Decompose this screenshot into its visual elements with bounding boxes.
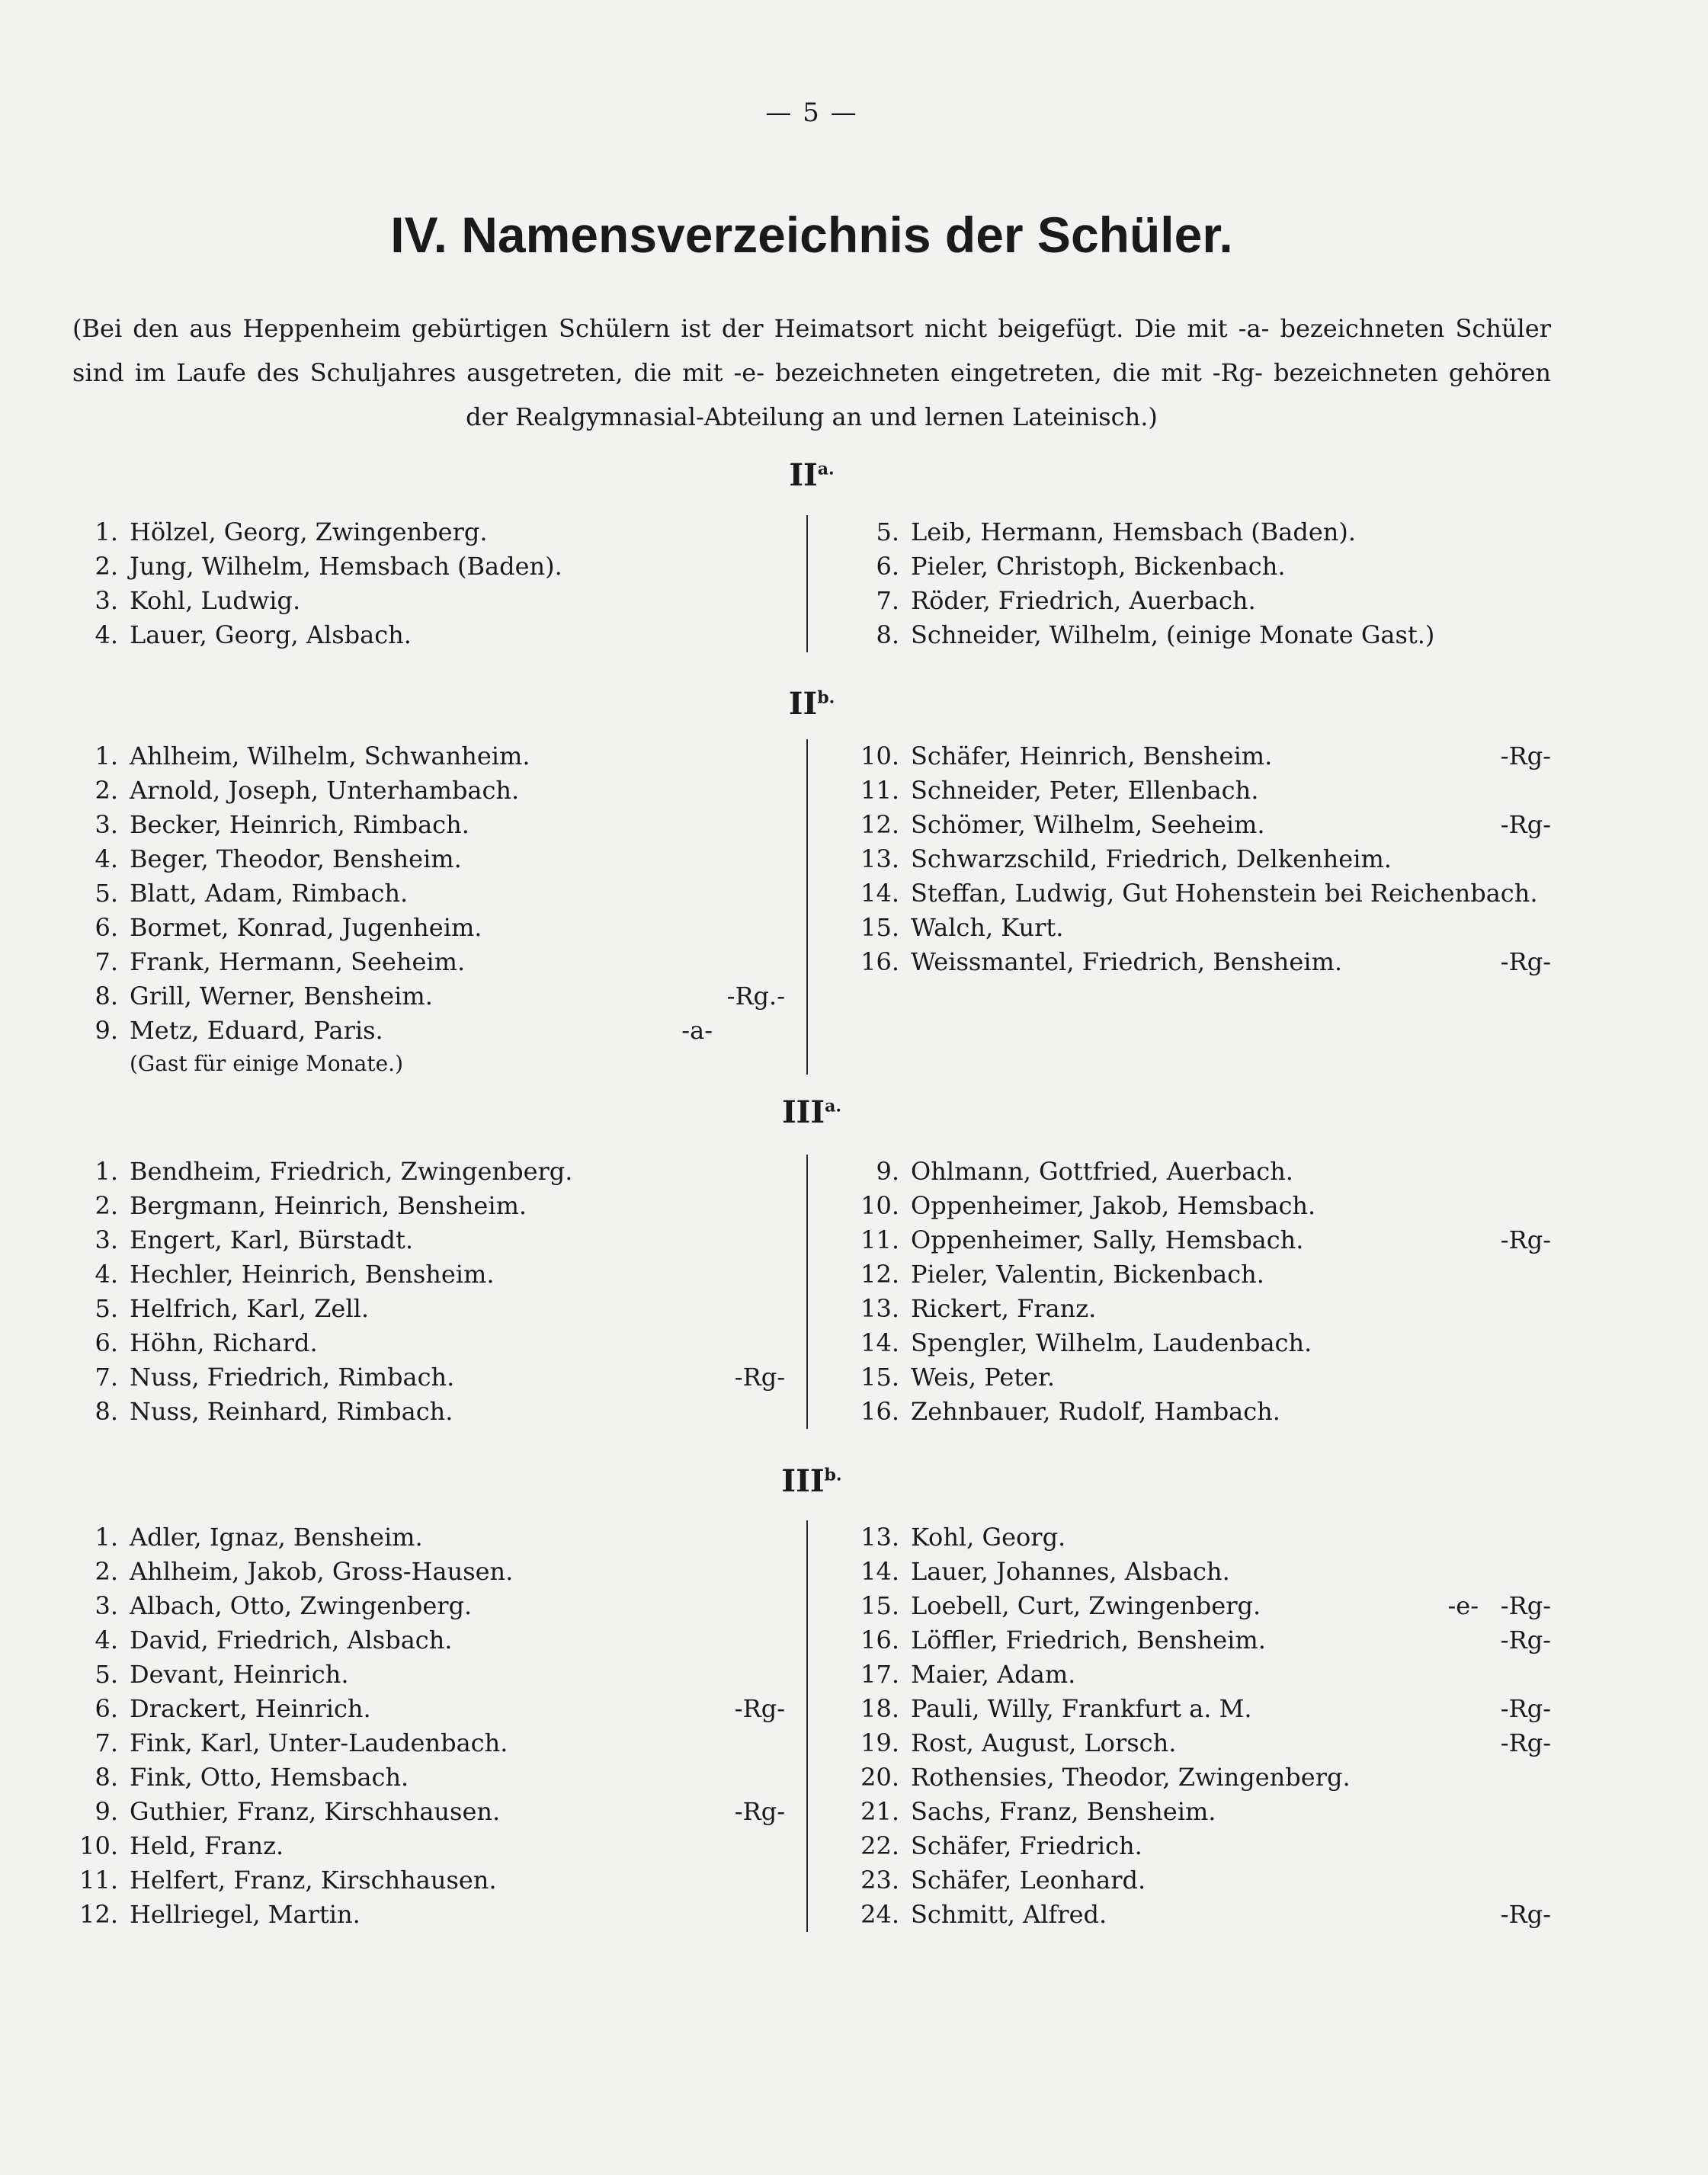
list-item: 9. Metz, Eduard, Paris. -a- (Gast für einige Monate.) bbox=[72, 1014, 785, 1080]
rg-marker: -Rg- bbox=[1500, 810, 1551, 839]
list-item: 9. Ohlmann, Gottfried, Auerbach. bbox=[876, 1157, 1293, 1186]
list-item: 11. Schneider, Peter, Ellenbach. bbox=[860, 776, 1259, 805]
student-list-right bbox=[854, 739, 1551, 979]
rg-marker: -Rg- bbox=[734, 1694, 785, 1723]
list-item: 10. Held, Franz. bbox=[79, 1831, 284, 1860]
list-item: 4. David, Friedrich, Alsbach. bbox=[95, 1626, 453, 1654]
list-item: 6. Drackert, Heinrich. -Rg- bbox=[72, 1692, 785, 1726]
list-item: 7. Frank, Hermann, Seeheim. bbox=[95, 947, 466, 976]
rg-marker: -Rg- bbox=[1500, 1728, 1551, 1757]
list-item: 3. Kohl, Ludwig. bbox=[95, 586, 301, 615]
rg-marker: -Rg.- bbox=[726, 982, 785, 1011]
student-list-left bbox=[72, 515, 785, 652]
section-heading-iiia: $III^{a.}$ bbox=[781, 1094, 842, 1130]
status-marker: -e- bbox=[1447, 1591, 1479, 1620]
list-item: 2. Arnold, Joseph, Unterhambach. bbox=[95, 776, 520, 805]
list-item: 13. Kohl, Georg. bbox=[860, 1523, 1066, 1552]
list-item: 13. Rickert, Franz. bbox=[860, 1294, 1097, 1323]
list-item: 2. Bergmann, Heinrich, Bensheim. bbox=[95, 1191, 527, 1220]
list-item: 16. Zehnbauer, Rudolf, Hambach. bbox=[860, 1397, 1280, 1426]
page-number: — 5 — bbox=[765, 98, 858, 128]
list-item: 8. Grill, Werner, Bensheim. -Rg.- bbox=[72, 979, 785, 1014]
list-item: 6. Pieler, Christoph, Bickenbach. bbox=[876, 552, 1286, 581]
list-item: 15. Loebell, Curt, Zwingenberg. -e- -Rg- bbox=[854, 1589, 1551, 1623]
page-title: IV. Namensverzeichnis der Schüler. bbox=[390, 207, 1233, 263]
list-item: 2. Jung, Wilhelm, Hemsbach (Baden). bbox=[95, 552, 562, 581]
list-item: 11. Oppenheimer, Sally, Hemsbach. -Rg- bbox=[854, 1223, 1551, 1257]
list-item: 20. Rothensies, Theodor, Zwingenberg. bbox=[860, 1763, 1351, 1792]
list-item: 11. Helfert, Franz, Kirschhausen. bbox=[79, 1866, 497, 1895]
list-item: 15. Weis, Peter. bbox=[860, 1363, 1055, 1392]
list-item: 13. Schwarzschild, Friedrich, Delkenheim. bbox=[860, 844, 1392, 873]
list-item: 10. Oppenheimer, Jakob, Hemsbach. bbox=[860, 1191, 1316, 1220]
rg-marker: -Rg- bbox=[1500, 1900, 1551, 1929]
list-item: 14. Lauer, Johannes, Alsbach. bbox=[860, 1557, 1230, 1586]
section-heading-iia: $II^{a.}$ bbox=[789, 457, 835, 493]
list-item: 8. Fink, Otto, Hemsbach. bbox=[95, 1763, 409, 1792]
list-item: 6. Höhn, Richard. bbox=[95, 1328, 318, 1357]
list-item: 4. Beger, Theodor, Bensheim. bbox=[95, 844, 462, 873]
list-item: 16. Löffler, Friedrich, Bensheim. -Rg- bbox=[854, 1623, 1551, 1658]
list-item: 8. Schneider, Wilhelm, (einige Monate Gast.) bbox=[876, 620, 1435, 649]
student-list-right bbox=[854, 1520, 1551, 1932]
student-list-right bbox=[854, 1155, 1551, 1429]
rg-marker: -Rg- bbox=[1500, 947, 1551, 976]
list-item: 9. Guthier, Franz, Kirschhausen. -Rg- bbox=[72, 1795, 785, 1829]
list-item: 3. Albach, Otto, Zwingenberg. bbox=[95, 1591, 473, 1620]
list-item: 4. Lauer, Georg, Alsbach. bbox=[95, 620, 412, 649]
list-item: 2. Ahlheim, Jakob, Gross-Hausen. bbox=[95, 1557, 514, 1586]
list-item: 21. Sachs, Franz, Bensheim. bbox=[860, 1797, 1216, 1826]
student-list-left bbox=[72, 739, 785, 1080]
list-item: 14. Spengler, Wilhelm, Laudenbach. bbox=[860, 1328, 1312, 1357]
list-item: 10. Schäfer, Heinrich, Bensheim. -Rg- bbox=[854, 739, 1551, 774]
list-item: 12. Pieler, Valentin, Bickenbach. bbox=[860, 1260, 1264, 1289]
list-item: 16. Weissmantel, Friedrich, Bensheim. -Rg- bbox=[854, 945, 1551, 979]
list-item: 17. Maier, Adam. bbox=[860, 1660, 1076, 1689]
list-item: 19. Rost, August, Lorsch. -Rg- bbox=[854, 1726, 1551, 1760]
list-item: 5. Helfrich, Karl, Zell. bbox=[95, 1294, 369, 1323]
rg-marker: -Rg- bbox=[734, 1797, 785, 1826]
list-item: 5. Leib, Hermann, Hemsbach (Baden). bbox=[876, 517, 1357, 546]
column-divider bbox=[806, 1520, 808, 1932]
list-item: 23. Schäfer, Leonhard. bbox=[860, 1866, 1146, 1895]
rg-marker: -Rg- bbox=[1500, 1591, 1551, 1620]
intro-paragraph: (Bei den aus Heppenheim gebürtigen Schülern ist der Heimatsort nicht beigefügt. Die mit -a- bezeichneten Schüler sind im Laufe des Schuljahres ausgetreten, die mit -e- bezeichneten eingetreten, die mit -Rg- bezeichneten gehören der Realgymnasial-Abteilung an und lernen Lateinisch.) bbox=[72, 314, 1551, 431]
student-list-left bbox=[72, 1520, 785, 1932]
list-item: 1. Bendheim, Friedrich, Zwingenberg. bbox=[95, 1157, 573, 1186]
list-item: 12. Schömer, Wilhelm, Seeheim. -Rg- bbox=[854, 808, 1551, 842]
list-item: 22. Schäfer, Friedrich. bbox=[860, 1831, 1142, 1860]
status-marker: -a- bbox=[681, 1016, 713, 1045]
list-item: 15. Walch, Kurt. bbox=[860, 913, 1064, 942]
student-list-left bbox=[72, 1155, 785, 1429]
rg-marker: -Rg- bbox=[1500, 1694, 1551, 1723]
list-item: 1. Adler, Ignaz, Bensheim. bbox=[95, 1523, 423, 1552]
rg-marker: -Rg- bbox=[1500, 1225, 1551, 1254]
column-divider bbox=[806, 1155, 808, 1429]
section-heading-iib: $II^{b.}$ bbox=[788, 686, 835, 722]
list-item: 14. Steffan, Ludwig, Gut Hohenstein bei Reichenbach. bbox=[860, 879, 1538, 908]
list-item: 18. Pauli, Willy, Frankfurt a. M. -Rg- bbox=[854, 1692, 1551, 1726]
list-item: 3. Becker, Heinrich, Rimbach. bbox=[95, 810, 469, 839]
list-item: 12. Hellriegel, Martin. bbox=[79, 1900, 361, 1929]
list-item: 1. Ahlheim, Wilhelm, Schwanheim. bbox=[95, 742, 530, 770]
list-item: 4. Hechler, Heinrich, Bensheim. bbox=[95, 1260, 495, 1289]
list-item: 6. Bormet, Konrad, Jugenheim. bbox=[95, 913, 482, 942]
note: (Gast für einige Monate.) bbox=[130, 1051, 403, 1076]
list-item: 7. Nuss, Friedrich, Rimbach. -Rg- bbox=[72, 1360, 785, 1395]
column-divider bbox=[806, 515, 808, 652]
list-item: 24. Schmitt, Alfred. -Rg- bbox=[854, 1898, 1551, 1932]
section-heading-iiib: $III^{b.}$ bbox=[781, 1463, 842, 1499]
rg-marker: -Rg- bbox=[734, 1363, 785, 1392]
list-item: 7. Fink, Karl, Unter-Laudenbach. bbox=[95, 1728, 508, 1757]
list-item: 3. Engert, Karl, Bürstadt. bbox=[95, 1225, 414, 1254]
list-item: 7. Röder, Friedrich, Auerbach. bbox=[876, 586, 1256, 615]
list-item: 8. Nuss, Reinhard, Rimbach. bbox=[95, 1397, 453, 1426]
list-item: 5. Blatt, Adam, Rimbach. bbox=[95, 879, 409, 908]
list-item: 1. Hölzel, Georg, Zwingenberg. bbox=[95, 517, 488, 546]
rg-marker: -Rg- bbox=[1500, 1626, 1551, 1654]
student-list-right bbox=[854, 515, 1551, 652]
rg-marker: -Rg- bbox=[1500, 742, 1551, 770]
column-divider bbox=[806, 739, 808, 1075]
list-item: 5. Devant, Heinrich. bbox=[95, 1660, 349, 1689]
